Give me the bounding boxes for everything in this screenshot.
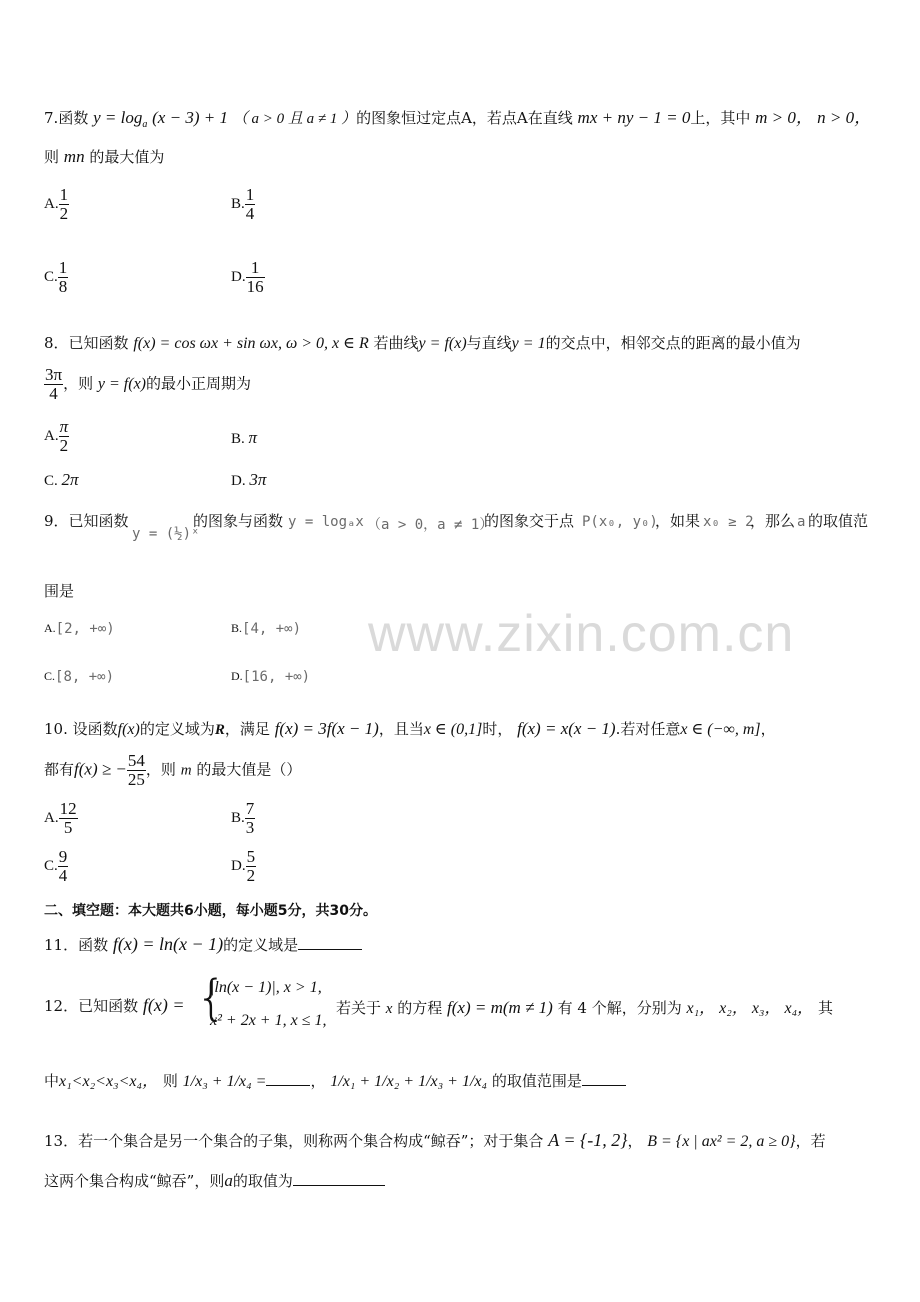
answer-blank[interactable] bbox=[298, 935, 362, 950]
option-value: π bbox=[248, 428, 258, 447]
option-label: A. bbox=[44, 427, 59, 444]
stem-text: 已知函数 bbox=[68, 512, 129, 530]
fraction bbox=[245, 800, 256, 837]
section-heading: 二、填空题：本大题共6小题，每小题5分，共30分。 bbox=[44, 903, 377, 919]
option-c[interactable] bbox=[44, 259, 68, 296]
domain: x ∈ (−∞, m] bbox=[680, 721, 761, 738]
question-12-stem-a bbox=[44, 995, 185, 1016]
option-label: D. bbox=[231, 857, 246, 874]
numerator: 3π bbox=[45, 365, 63, 384]
question-9-stem bbox=[44, 510, 129, 531]
option-label: B. bbox=[231, 809, 245, 826]
denominator: 4 bbox=[245, 203, 255, 223]
option-value: 2π bbox=[61, 470, 79, 489]
option-b[interactable] bbox=[231, 800, 255, 837]
option-c[interactable] bbox=[44, 669, 114, 686]
equation: f(x) = 3f(x − 1) bbox=[274, 719, 379, 738]
denominator: 4 bbox=[49, 383, 58, 403]
answer-blank[interactable] bbox=[582, 1071, 626, 1086]
option-b[interactable] bbox=[231, 428, 257, 448]
stem-text: ，那么 bbox=[750, 512, 796, 530]
option-d[interactable] bbox=[231, 259, 265, 296]
numerator: 1 bbox=[245, 185, 255, 204]
stem-text: 时， bbox=[482, 720, 513, 738]
stem-text: 的最大值为 bbox=[89, 148, 165, 166]
stem-text: 的图象与函数 bbox=[193, 512, 284, 530]
fraction bbox=[58, 259, 69, 296]
option-label: B. bbox=[231, 195, 245, 212]
fraction bbox=[59, 418, 70, 455]
stem-text: ， bbox=[627, 1132, 643, 1150]
stem-text: 中 bbox=[44, 1072, 60, 1090]
variable: mn bbox=[63, 147, 85, 166]
function: f(x) = bbox=[142, 995, 185, 1015]
variable-a: a bbox=[797, 514, 806, 530]
fraction bbox=[246, 259, 265, 296]
inequality: f(x) ≥ − bbox=[74, 759, 127, 779]
stem-text: 这两个集合构成“鲸吞”，则 bbox=[44, 1172, 225, 1190]
option-d[interactable] bbox=[231, 470, 266, 490]
denominator: 2 bbox=[59, 435, 69, 455]
question-7-stem bbox=[44, 103, 871, 130]
case-1: |ln(x − 1)|, x > 1, bbox=[210, 979, 322, 996]
stem-text: 的取值范围是 bbox=[491, 1072, 582, 1090]
stem-text: 函数 bbox=[78, 936, 109, 954]
stem-text: ，满足 bbox=[224, 720, 270, 738]
stem-text: ，且当 bbox=[378, 720, 424, 738]
stem-text: 则 bbox=[44, 148, 60, 166]
condition: m > 0， n > 0， bbox=[755, 108, 872, 127]
question-10-stem-line2 bbox=[44, 752, 301, 789]
stem-text: 的方程 bbox=[397, 999, 443, 1017]
option-value: [16, +∞) bbox=[242, 669, 311, 685]
option-a[interactable] bbox=[44, 186, 69, 223]
option-b[interactable] bbox=[231, 621, 301, 638]
option-a[interactable] bbox=[44, 621, 115, 638]
option-label: C. bbox=[44, 268, 58, 285]
option-b[interactable] bbox=[231, 186, 255, 223]
solutions: x₁， x₂， x₃， x₄， bbox=[686, 1000, 814, 1017]
question-number: 10. bbox=[44, 720, 68, 738]
curve: y = f(x) bbox=[418, 335, 467, 352]
stem-text: ，若 bbox=[795, 1132, 826, 1150]
fraction bbox=[44, 366, 63, 403]
denominator: 3 bbox=[245, 817, 255, 837]
stem-text: ， bbox=[760, 720, 776, 738]
stem-text: ，则 bbox=[63, 374, 94, 393]
option-label: D. bbox=[231, 473, 246, 489]
stem-text: 已知函数 bbox=[78, 997, 139, 1015]
function-1: y = (½)ˣ bbox=[132, 526, 200, 542]
question-13-stem-line2 bbox=[44, 1170, 385, 1191]
numerator: 12 bbox=[59, 799, 77, 818]
denominator: 8 bbox=[58, 276, 68, 296]
numerator: π bbox=[59, 417, 69, 436]
formula: y = log bbox=[93, 108, 143, 127]
option-label: C. bbox=[44, 473, 58, 489]
numerator: 1 bbox=[246, 259, 265, 278]
numerator: 1 bbox=[59, 185, 69, 204]
option-label: A. bbox=[44, 809, 59, 826]
fraction bbox=[245, 186, 256, 223]
option-c[interactable] bbox=[44, 470, 79, 490]
stem-text: 上，其中 bbox=[690, 109, 751, 127]
condition: （a > 0，a ≠ 1） bbox=[367, 517, 494, 533]
option-label: B. bbox=[231, 431, 245, 447]
answer-blank[interactable] bbox=[266, 1071, 310, 1086]
equation: f(x) = x(x − 1) bbox=[517, 719, 616, 738]
stem-text: 的最小正周期为 bbox=[146, 374, 252, 393]
stem-text: 的定义域为 bbox=[139, 720, 215, 738]
question-10-stem bbox=[44, 718, 776, 739]
stem-text: 的交点中，相邻交点的距离的最小值为 bbox=[545, 334, 801, 352]
option-d[interactable] bbox=[231, 848, 256, 885]
option-label: B. bbox=[231, 621, 243, 635]
equation: f(x) = ln(x − 1) bbox=[112, 934, 224, 954]
option-label: D. bbox=[231, 669, 243, 683]
question-number: 11． bbox=[44, 936, 79, 954]
watermark: www.zixin.com.cn bbox=[368, 605, 795, 663]
stem-text: 与直线 bbox=[466, 334, 512, 352]
answer-blank[interactable] bbox=[293, 1171, 385, 1186]
option-label: C. bbox=[44, 857, 58, 874]
numerator: 5 bbox=[246, 847, 256, 866]
question-number: 8． bbox=[44, 334, 69, 352]
condition-2: x₀ ≥ 2 bbox=[703, 514, 754, 530]
fraction bbox=[246, 848, 257, 885]
denominator: 16 bbox=[246, 276, 264, 296]
stem-text: 围是 bbox=[44, 582, 75, 600]
function-def: f(x) = cos ωx + sin ωx, ω > 0, x ∈ R bbox=[133, 335, 369, 352]
stem-text: 的图象交于点 bbox=[484, 512, 575, 530]
option-value: [2, +∞) bbox=[55, 621, 115, 637]
stem-text: 都有 bbox=[44, 760, 75, 779]
variable: m bbox=[180, 762, 192, 779]
option-label: A. bbox=[44, 621, 56, 635]
formula-cont: (x − 3) + 1 bbox=[152, 108, 228, 127]
question-number: 7. bbox=[44, 109, 59, 127]
option-c[interactable] bbox=[44, 848, 68, 885]
numerator: 1 bbox=[58, 258, 68, 277]
stem-text: 设函数 bbox=[72, 720, 118, 738]
variable: x bbox=[385, 1001, 393, 1017]
question-8-stem bbox=[44, 332, 801, 353]
option-d[interactable] bbox=[231, 669, 310, 686]
stem-text: 函数 bbox=[58, 109, 89, 127]
option-a[interactable] bbox=[44, 418, 69, 455]
fraction bbox=[127, 752, 146, 789]
stem-text: .若对任意 bbox=[615, 720, 681, 738]
line: y = 1 bbox=[511, 335, 546, 352]
numerator: 9 bbox=[58, 847, 68, 866]
domain: x ∈ (0,1] bbox=[423, 721, 483, 738]
stem-text: 的图象恒过定点A，若点A在直线 bbox=[356, 109, 573, 127]
fraction bbox=[58, 848, 69, 885]
stem-text: 的取值为 bbox=[232, 1172, 293, 1190]
set-R: R bbox=[214, 722, 225, 738]
equation: f(x) = m(m ≠ 1) bbox=[447, 998, 553, 1017]
denominator: 25 bbox=[127, 769, 145, 789]
fraction bbox=[59, 186, 70, 223]
question-13-stem bbox=[44, 1130, 826, 1151]
option-label: A. bbox=[44, 195, 59, 212]
numerator: 54 bbox=[127, 751, 145, 770]
stem-text: 有 4 个解，分别为 bbox=[557, 999, 682, 1017]
option-value: [4, +∞) bbox=[242, 621, 302, 637]
case-2: x² + 2x + 1, x ≤ 1, bbox=[210, 1012, 327, 1029]
question-number: 9． bbox=[44, 512, 69, 530]
set-b: B = {x | ax² = 2, a ≥ 0} bbox=[647, 1133, 796, 1150]
left-brace: { bbox=[196, 970, 227, 1026]
denominator: 5 bbox=[63, 817, 73, 837]
question-7-stem-line2 bbox=[44, 146, 164, 167]
fraction bbox=[59, 800, 78, 837]
question-12-stem-line2: 中x₁<x₂<x₃<x₄， 则 1/x₃ + 1/x₄ = ， 1/x₁ + 1/x₂ + 1/x₃ + 1/x₄ 的取值范围是 bbox=[44, 1068, 626, 1091]
stem-text: 的定义域是 bbox=[223, 936, 299, 954]
option-label: D. bbox=[231, 268, 246, 285]
curve: y = f(x) bbox=[97, 375, 146, 393]
denominator: 2 bbox=[59, 203, 69, 223]
stem-text: 其 bbox=[817, 999, 833, 1017]
option-a[interactable] bbox=[44, 800, 78, 837]
question-11 bbox=[44, 934, 362, 955]
line-equation: mx + ny − 1 = 0 bbox=[577, 108, 691, 127]
condition: （ a > 0 且 a ≠ 1 ） bbox=[232, 111, 357, 127]
expression-1: 1/x₃ + 1/x₄ = bbox=[182, 1073, 267, 1090]
option-value: 3π bbox=[249, 470, 267, 489]
order: x₁<x₂<x₃<x₄， bbox=[59, 1073, 159, 1090]
stem-text: 若关于 bbox=[336, 999, 382, 1017]
stem-text: 已知函数 bbox=[68, 334, 129, 352]
stem-text: 若曲线 bbox=[373, 334, 419, 352]
denominator: 2 bbox=[246, 865, 256, 885]
log-base: a bbox=[142, 119, 148, 130]
stem-text: 则 bbox=[162, 1072, 178, 1090]
expression-2: 1/x₁ + 1/x₂ + 1/x₃ + 1/x₄ bbox=[330, 1073, 488, 1090]
function-2: y = logₐx bbox=[288, 514, 364, 530]
question-number: 13． bbox=[44, 1132, 79, 1150]
numerator: 7 bbox=[245, 799, 255, 818]
stem-text: ，则 bbox=[145, 760, 176, 779]
stem-text: ，如果 bbox=[655, 512, 701, 530]
function: f(x) bbox=[117, 721, 140, 738]
option-label: C. bbox=[44, 669, 56, 683]
question-12-stem-b bbox=[336, 995, 833, 1018]
option-value: [8, +∞) bbox=[55, 669, 115, 685]
question-8-stem-line2 bbox=[44, 366, 251, 403]
variable: a bbox=[224, 1171, 233, 1190]
stem-text: 若一个集合是另一个集合的子集，则称两个集合构成“鲸吞”；对于集合 bbox=[78, 1132, 544, 1150]
question-number: 12． bbox=[44, 997, 79, 1015]
stem-text: 的取值范 bbox=[808, 512, 869, 530]
denominator: 4 bbox=[58, 865, 68, 885]
point: P(x₀, y₀) bbox=[582, 514, 658, 530]
set-a: A = {-1, 2} bbox=[548, 1130, 628, 1150]
stem-text: 的最大值是（） bbox=[196, 760, 302, 779]
